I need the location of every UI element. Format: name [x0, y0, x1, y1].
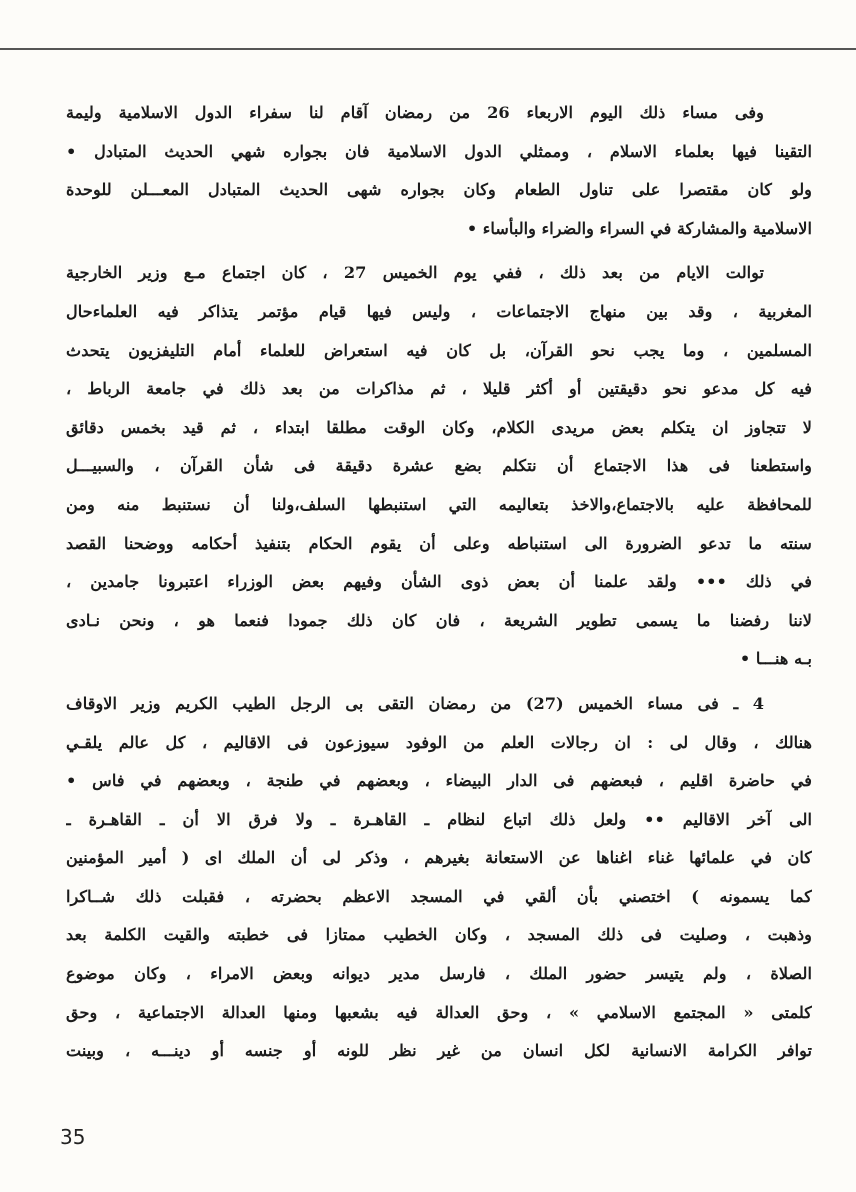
text-line: الى آخر الاقاليم •• ولعل ذلك اتباع لنظام ـ القاهـرة ـ ولا فرق الا أن ـ القاهـرة ـ	[66, 809, 812, 829]
text-line: للمحافظة عليه بالاجتماع،والاخذ بتعاليمه التي استنبطها السلف،ولنا أن نستنبط منه ومن	[66, 494, 812, 514]
text-line: التقينا فيها بعلماء الاسلام ، وممثلي الدول الاسلامية فان بجواره شهي الحديث المتبادل •	[66, 141, 812, 161]
text-line: المغربية ، وقد بين منهاج الاجتماعات ، وليس فيها قيام مؤتمر يتذاكر فيه العلماءحال	[66, 301, 812, 321]
text-line: المسلمين ، وما يجب نحو القرآن، بل كان فيه استعراض للعلماء أمام التليفزيون يتحدث	[66, 340, 812, 360]
text-line: هنالك ، وقال لى : ان رجالات العلم من الوفود سيوزعون فى الاقاليم ، كل عالم يلقـي	[66, 732, 812, 752]
text-line: وفى مساء ذلك اليوم الاربعاء 26 من رمضان آقام لنا سفراء الدول الاسلامية وليمة	[66, 103, 764, 122]
text-line: كان في علمائها غناء اغناها عن الاستعانة بغيرهم ، وذكر لى أن الملك اى ( أمير المؤمنين	[66, 848, 812, 868]
paragraph	[66, 94, 812, 248]
text-line: ولو كان مقتصرا على تناول الطعام وكان بجواره شهى الحديث المتبادل المعـــلن للوحدة	[66, 180, 812, 200]
header-rule	[0, 48, 856, 50]
text-line: لا تتجاوز ان يتكلم بعض مريدى الكلام، وكان الوقت مطلقا ابتداء ، ثم قيد بخمس دقائق	[66, 417, 812, 437]
text-line: بـه هنـــا •	[739, 649, 812, 669]
text-line: توالت الايام من بعد ذلك ، ففي يوم الخميس 27 ، كان اجتماع مـع وزير الخارجية	[66, 263, 765, 283]
text-line: لاننا رفضنا ما يسمى تطوير الشريعة ، فان كان ذلك جمودا فنعما هو ، ونحن نـادى	[66, 610, 812, 630]
text-line: الصلاة ، ولم يتيسر حضور الملك ، فارسل مدير ديوانه وبعض الامراء ، وكان موضوع	[66, 964, 812, 984]
text-line: فيه كل مدعو نحو دقيقتين أو أكثر قليلا ، ثم مذاكرات من بعد ذلك في جامعة الرباط ،	[66, 379, 812, 399]
text-line: في حاضرة اقليم ، فبعضهم فى الدار البيضاء ، وبعضهم في طنجة ، وبعضهم في فاس •	[66, 771, 812, 791]
page-number: 35	[60, 1125, 86, 1149]
text-line: 4 ـ فى مساء الخميس (27) من رمضان التقى بى الرجل الطيب الكريم وزير الاوقاف	[66, 693, 764, 713]
paragraph	[66, 685, 812, 1071]
text-line: واستطعنا فى هذا الاجتماع أن نتكلم بضع عشرة دقيقة فى شأن القرآن ، والسبيـــل	[66, 456, 812, 476]
text-line: وذهبت ، وصليت فى ذلك المسجد ، وكان الخطيب ممتازا فى خطبته والقيت الكلمة بعد	[66, 925, 812, 945]
text-line: توافر الكرامة الانسانية لكل انسان من غير نظر للونه أو جنسه أو دينـــه ، وبينت	[66, 1041, 812, 1061]
text-line: كما يسمونه ) اختصني بأن ألقي في المسجد الاعظم بحضرته ، فقبلت ذلك شــاكرا	[66, 886, 812, 906]
paragraph	[66, 254, 812, 679]
text-line: سنته ما تدعو الضرورة الى استنباطه وعلى أن يقوم الحكام بتنفيذ أحكامه ووضحنا القصد	[66, 533, 812, 553]
text-line: كلمتى « المجتمع الاسلامي » ، وحق العدالة فيه بشعبها ومنها العدالة الاجتماعية ، وحق	[66, 1002, 812, 1022]
page-text	[66, 94, 812, 1077]
text-line: في ذلك ••• ولقد علمنا أن بعض ذوى الشأن وفيهم بعض الوزراء اعتبرونا جامدين ،	[66, 572, 812, 592]
text-line: الاسلامية والمشاركة في السراء والضراء والبأساء •	[466, 218, 812, 238]
